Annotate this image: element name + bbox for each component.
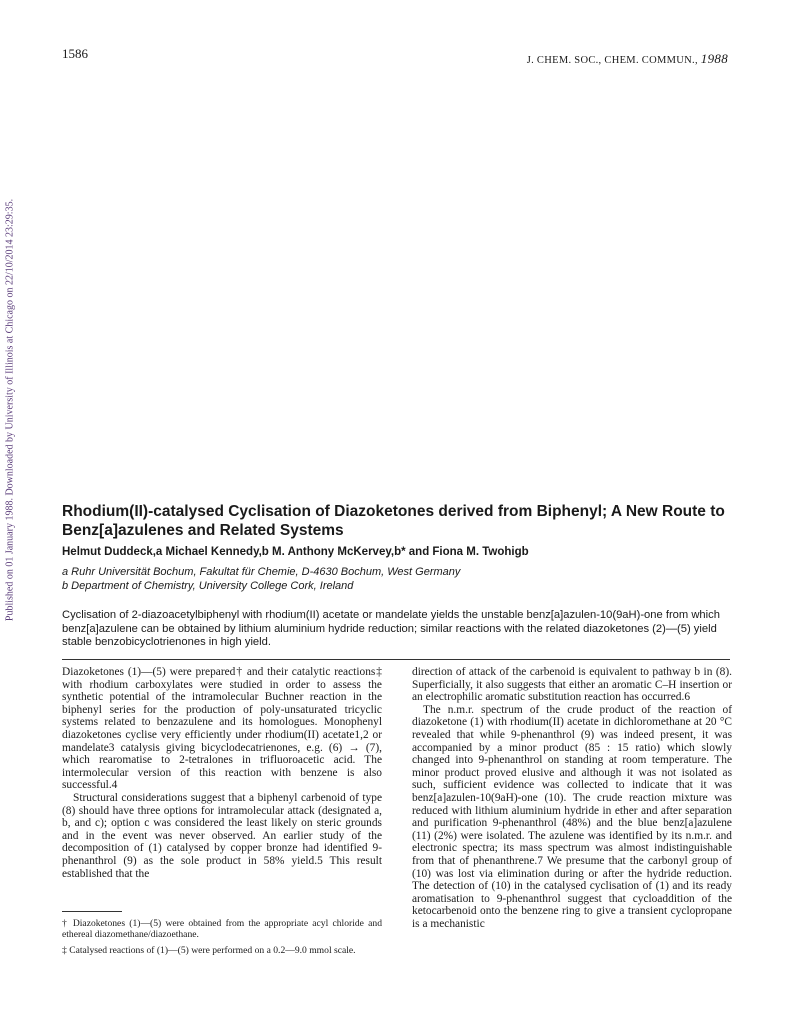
footnote: ‡ Catalysed reactions of (1)—(5) were performed on a 0.2—9.0 mmol scale. [62, 945, 356, 956]
body-paragraph: direction of attack of the carbenoid is equivalent to pathway b in (8). Superficially, it also suggests that either an aromatic C–H insertion or an electrophilic aromatic substitution reaction has occurred.6 [412, 666, 732, 704]
body-paragraph: The n.m.r. spectrum of the crude product of the reaction of diazoketone (1) with rhodium(II) acetate in dichloromethane at 20 °C revealed that while 9-phenanthrol (9) was indeed present, it was accompanied by a minor product (85 : 15 ratio) which slowly changed into 9-phenanthrol on standing at room temperature. The minor product proved elusive and although it was not isolated as such, sufficient evidence was collected to indicate that it was benz[a]azulen-10(9aH)-one (10). The crude reaction mixture was reduced with lithium aluminium hydride in ether and after separation and purification 9-phenanthrol (48%) and the blue benz[a]azulene (11) (2%) were isolated. The azulene was identified by its n.m.r. and electronic spectra; its mass spectrum was almost indistinguishable from that of phenanthrene.7 We presume that the carbonyl group of (10) was lost via elimination during or after the hydride reduction. The detection of (10) in the catalysed cyclisation of (1) and its ready aromatisation to 9-phenanthrol suggest that cycloaddition of the ketocarbenoid onto the benzene ring to give a transient cyclopropane is a mechanistic [412, 703, 732, 930]
footnotes [62, 918, 382, 961]
affiliation-a: a Ruhr Universität Bochum, Fakultat für Chemie, D-4630 Bochum, West Germany [62, 566, 461, 578]
journal-name: J. CHEM. SOC., CHEM. COMMUN., [526, 55, 701, 66]
article-title: Rhodium(II)-catalysed Cyclisation of Diazoketones derived from Biphenyl; A New Route to Benz[a]azulenes and Related Systems [62, 503, 725, 539]
body-paragraph: Structural considerations suggest that a biphenyl carbenoid of type (8) should have three options for intramolecular attack (designated a, b, and c); option c was considered the least likely on steric grounds and in the event was never observed. An earlier study of the decomposition of (1) catalysed by copper bronze had identified 9-phenanthrol (9) as the sole product in 58% yield.5 This result established that the [62, 791, 382, 880]
affiliations [62, 565, 732, 593]
journal-reference [527, 51, 728, 67]
body-column-right [412, 666, 732, 930]
download-watermark [2, 180, 18, 640]
body-column-left [62, 666, 382, 880]
body-paragraph: Diazoketones (1)—(5) were prepared† and their catalytic reactions‡ with rhodium carboxylates were studied in order to assess the synthetic potential of the intramolecular Buchner reaction in the biphenyl series for the production of poly-unsaturated tricyclic systems related to benzazulene and its homologues. Monophenyl diazoketones cyclise very efficiently under rhodium(II) acetate1,2 or mandelate3 catalysis giving bicyclodecatrienones, e.g. (6) → (7), which rearomatise to 2-tetralones in trifluoroacetic acid. The intermolecular version of this reaction with benzene is also successful.4 [62, 666, 382, 792]
author-list: Helmut Duddeck,a Michael Kennedy,b M. Anthony McKervey,b* and Fiona M. Twohigb [62, 546, 529, 558]
journal-year: 1988 [700, 51, 728, 66]
footnote: † Diazoketones (1)—(5) were obtained from the appropriate acyl chloride and ethereal diazomethane/diazoethane. [62, 918, 382, 940]
abstract: Cyclisation of 2-diazoacetylbiphenyl with rhodium(II) acetate or mandelate yields the unstable benz[a]azulen-10(9aH)-one from which benz[a]azulene can be obtained by lithium aluminium hydride reduction; similar reactions with the related diazoketones (2)—(5) yield stable benzobicyclotrienones in high yield. [62, 609, 720, 648]
download-watermark-text: Published on 01 January 1988. Downloaded by University of Illinois at Chicago on 22/10/2014 23:29:35. [4, 198, 16, 622]
abstract-divider [62, 659, 730, 660]
affiliation-b: b Department of Chemistry, University College Cork, Ireland [62, 580, 354, 592]
page-number: 1586 [62, 46, 88, 61]
footnote-divider [62, 911, 122, 912]
